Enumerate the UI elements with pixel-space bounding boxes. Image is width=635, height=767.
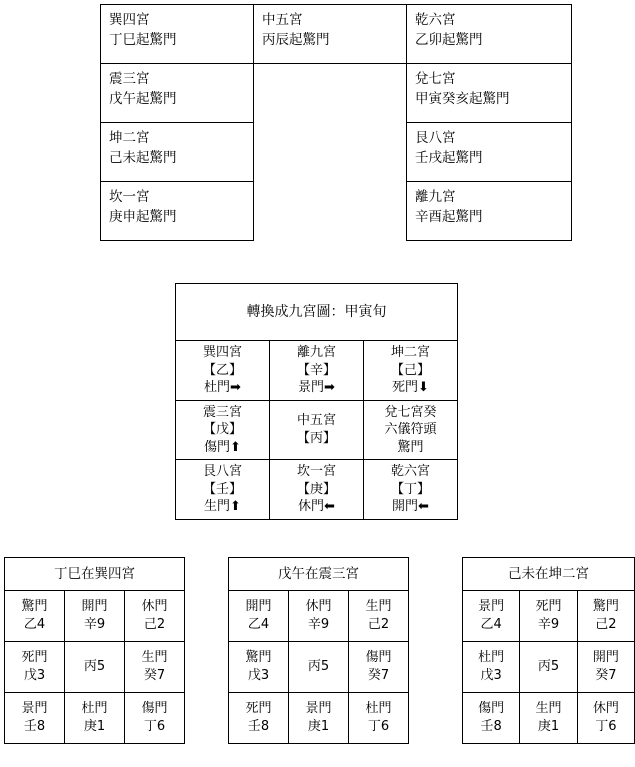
- bottom-cell: [520, 693, 577, 744]
- top-cell-gen8: [407, 123, 572, 182]
- bottom-cell: [229, 642, 289, 693]
- cell-line: 丙5: [307, 659, 330, 675]
- table-row: [101, 182, 572, 241]
- cell-line: 癸7: [143, 668, 166, 683]
- top-cell-zhong5: [254, 5, 407, 64]
- top-cell-blank: [254, 64, 407, 123]
- cell-line: 杜門➡: [204, 380, 241, 396]
- cell-line: 甲寅癸亥起驚門: [415, 90, 510, 107]
- top-cell-blank: [254, 123, 407, 182]
- cell-line: 【戊】: [202, 422, 242, 438]
- top-cell-kun2: [101, 123, 254, 182]
- cell-line: 【壬】: [202, 481, 242, 497]
- cell-line: 死門: [245, 701, 272, 717]
- bottom-title-2: 戊午在震三宮: [229, 558, 409, 591]
- top-cell-qian6: [407, 5, 572, 64]
- cell-line: 己未起驚門: [109, 149, 177, 166]
- cell-line: 【己】: [390, 362, 430, 378]
- top-cell-zhen3: [101, 64, 254, 123]
- cell-line: 離九宮: [415, 189, 456, 205]
- table-row: [463, 693, 635, 744]
- table-row: [463, 558, 635, 591]
- table-row: [101, 64, 572, 123]
- cell-line: 癸7: [367, 668, 390, 683]
- cell-line: 休門: [141, 599, 168, 615]
- cell-line: 驚門: [21, 599, 48, 615]
- cell-line: 【丁】: [390, 481, 430, 497]
- top-cell-dui7: [407, 64, 572, 123]
- cell-line: 乾六宮: [415, 12, 456, 28]
- cell-line: 休門: [592, 701, 619, 717]
- bottom-cell: [577, 642, 634, 693]
- bottom-cell: [5, 591, 65, 642]
- nine-palace-title: 轉換成九宮圖：甲寅旬: [176, 284, 458, 341]
- cell-line: 己2: [595, 617, 617, 632]
- cell-line: 杜門: [81, 701, 108, 717]
- palace-cell-kun2: [364, 341, 458, 401]
- bottom-cell: [577, 693, 634, 744]
- bottom-cell: [125, 642, 185, 693]
- cell-line: 丁巳起驚門: [109, 31, 177, 48]
- cell-line: 乙4: [247, 617, 270, 632]
- cell-line: 杜門: [365, 701, 392, 717]
- cell-line: 庚1: [83, 719, 106, 734]
- cell-line: 坤二宮: [390, 345, 430, 360]
- cell-line: 辛9: [537, 617, 560, 632]
- bottom-table-2: [228, 557, 409, 744]
- cell-line: 艮八宮: [415, 130, 456, 146]
- cell-line: 生門: [365, 599, 392, 615]
- cell-line: 兌七宮癸: [384, 404, 437, 420]
- palace-cell-qian6: [364, 460, 458, 520]
- bottom-cell-center: [289, 642, 349, 693]
- cell-line: 傷門: [141, 701, 168, 717]
- bottom-title-1: 丁巳在巽四宮: [5, 558, 185, 591]
- cell-line: 丙5: [83, 659, 106, 675]
- cell-line: 開門: [245, 599, 272, 615]
- table-row: [176, 400, 458, 460]
- cell-line: 中五宮: [296, 413, 336, 429]
- cell-line: 景門: [478, 599, 505, 615]
- cell-line: 【庚】: [296, 481, 336, 497]
- bottom-chart-wuwu: [228, 557, 409, 744]
- cell-line: 景門: [305, 701, 332, 717]
- cell-line: 戊3: [23, 668, 46, 683]
- bottom-cell: [229, 591, 289, 642]
- cell-line: 生門: [141, 650, 168, 666]
- cell-line: 辛9: [83, 617, 106, 632]
- top-cell-empty: [254, 182, 407, 241]
- cell-line: 死門⬇: [392, 380, 429, 396]
- cell-line: 【乙】: [202, 362, 242, 378]
- cell-line: 丙辰起驚門: [262, 31, 330, 48]
- palace-cell-gen8: [176, 460, 270, 520]
- cell-line: 離九宮: [296, 345, 336, 360]
- cell-line: 乙4: [23, 617, 46, 632]
- cell-line: 震三宮: [202, 404, 242, 420]
- table-row: [5, 693, 185, 744]
- bottom-cell: [349, 591, 409, 642]
- cell-line: 丁6: [367, 719, 390, 734]
- cell-line: 己2: [143, 617, 166, 632]
- cell-line: 壬8: [480, 719, 502, 734]
- table-row: [229, 693, 409, 744]
- cell-line: 杜門: [478, 650, 505, 666]
- table-row: [176, 460, 458, 520]
- cell-line: 坎一宮: [296, 464, 336, 480]
- table-row: [229, 642, 409, 693]
- bottom-cell: [65, 693, 125, 744]
- bottom-cell: [289, 591, 349, 642]
- palace-cell-zhong5: [270, 400, 364, 460]
- cell-line: 癸7: [595, 668, 617, 683]
- bottom-cell: [289, 693, 349, 744]
- cell-line: 坤二宮: [109, 130, 150, 146]
- bottom-cell: [577, 591, 634, 642]
- cell-line: 乙卯起驚門: [415, 31, 483, 48]
- bottom-cell: [463, 642, 520, 693]
- nine-palace-table: [175, 283, 458, 520]
- bottom-cell: [463, 693, 520, 744]
- table-row: [463, 642, 635, 693]
- cell-line: 庚申起驚門: [109, 208, 177, 225]
- bottom-chart-jiwei: [462, 557, 635, 744]
- palace-cell-kan1: [270, 460, 364, 520]
- top-palace-table: [100, 4, 572, 241]
- cell-line: 驚門: [397, 439, 424, 455]
- table-row: [5, 558, 185, 591]
- palace-cell-xun4: [176, 341, 270, 401]
- cell-line: 兌七宮: [415, 71, 456, 87]
- cell-line: 戊3: [480, 668, 502, 683]
- table-row: [5, 642, 185, 693]
- bottom-cell: [65, 591, 125, 642]
- cell-line: 辛酉起驚門: [415, 208, 483, 225]
- cell-line: 開門: [592, 650, 619, 666]
- cell-line: 丁6: [143, 719, 166, 734]
- cell-line: 巽四宮: [109, 12, 150, 28]
- cell-line: 死門: [21, 650, 48, 666]
- cell-line: 驚門: [245, 650, 272, 666]
- cell-line: 庚1: [537, 719, 560, 734]
- bottom-cell: [5, 642, 65, 693]
- cell-line: 開門: [81, 599, 108, 615]
- bottom-cell: [520, 591, 577, 642]
- cell-line: 休門⬅: [298, 499, 335, 515]
- cell-line: 丁6: [595, 719, 617, 734]
- cell-line: 乾六宮: [390, 464, 430, 480]
- cell-line: 壬8: [247, 719, 270, 734]
- palace-cell-dui7: [364, 400, 458, 460]
- cell-line: 辛9: [307, 617, 330, 632]
- table-row: [101, 5, 572, 64]
- cell-line: 生門: [535, 701, 562, 717]
- table-row: [229, 558, 409, 591]
- top-cell-li9: [407, 182, 572, 241]
- cell-line: 六儀符頭: [384, 422, 437, 438]
- cell-line: 壬戌起驚門: [415, 149, 483, 166]
- cell-line: 死門: [535, 599, 562, 615]
- cell-line: 丙5: [537, 659, 560, 675]
- cell-line: 景門➡: [298, 380, 335, 396]
- cell-line: 驚門: [592, 599, 619, 615]
- table-row: [176, 341, 458, 401]
- bottom-title-3: 己未在坤二宮: [463, 558, 635, 591]
- nine-palace-chart: [175, 283, 458, 520]
- cell-line: 開門⬅: [392, 499, 429, 515]
- cell-line: 震三宮: [109, 71, 150, 87]
- bottom-cell-center: [520, 642, 577, 693]
- cell-line: 【辛】: [296, 362, 336, 378]
- cell-line: 戊午起驚門: [109, 90, 177, 107]
- palace-cell-li9: [270, 341, 364, 401]
- cell-line: 傷門: [365, 650, 392, 666]
- bottom-cell: [5, 693, 65, 744]
- bottom-cell: [349, 642, 409, 693]
- table-row: [463, 591, 635, 642]
- bottom-cell: [229, 693, 289, 744]
- cell-line: 庚1: [307, 719, 330, 734]
- bottom-cell: [349, 693, 409, 744]
- cell-line: 中五宮: [262, 12, 303, 28]
- cell-line: 【丙】: [296, 430, 336, 446]
- cell-line: 坎一宮: [109, 189, 150, 205]
- bottom-table-1: [4, 557, 185, 744]
- top-cell-xun4: [101, 5, 254, 64]
- top-cell-kan1: [101, 182, 254, 241]
- bottom-cell-center: [65, 642, 125, 693]
- table-row: [101, 123, 572, 182]
- cell-line: 巽四宮: [202, 345, 242, 360]
- bottom-cell: [463, 591, 520, 642]
- cell-line: 己2: [367, 617, 390, 632]
- cell-line: 傷門: [478, 701, 505, 717]
- bottom-cell: [125, 693, 185, 744]
- cell-line: 生門⬆: [204, 499, 241, 515]
- table-row: [176, 284, 458, 341]
- cell-line: 乙4: [480, 617, 502, 632]
- bottom-cell: [125, 591, 185, 642]
- cell-line: 壬8: [23, 719, 46, 734]
- cell-line: 景門: [21, 701, 48, 717]
- cell-line: 艮八宮: [202, 464, 242, 480]
- cell-line: 戊3: [247, 668, 270, 683]
- palace-cell-zhen3: [176, 400, 270, 460]
- bottom-table-3: [462, 557, 635, 744]
- bottom-chart-dingsi: [4, 557, 185, 744]
- cell-line: 傷門⬆: [204, 439, 241, 455]
- table-row: [229, 591, 409, 642]
- cell-line: 休門: [305, 599, 332, 615]
- table-row: [5, 591, 185, 642]
